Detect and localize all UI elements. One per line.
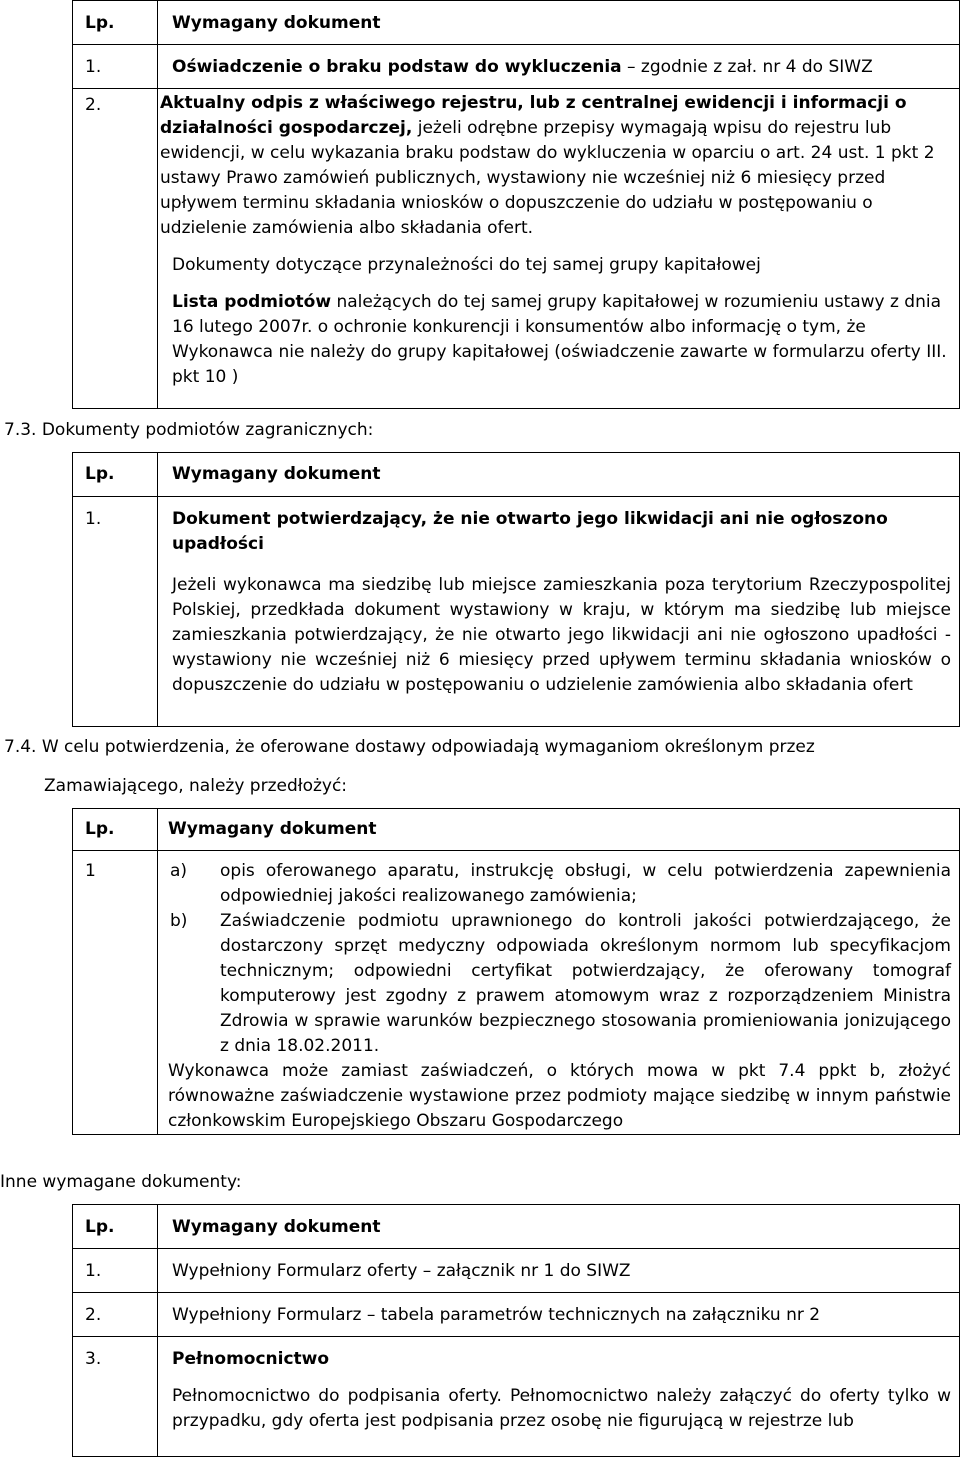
row-doc [158, 851, 960, 1135]
doc-title: Oświadczenie o braku podstaw do wykluczenia [172, 57, 622, 77]
row-doc [158, 497, 960, 727]
row-doc: Wypełniony Formularz oferty – załącznik nr 1 do SIWZ [158, 1249, 960, 1293]
row-doc: Wypełniony Formularz – tabela parametrów technicznych na załączniku nr 2 [158, 1293, 960, 1337]
row-doc [158, 89, 960, 409]
item-a [168, 859, 951, 909]
sub-heading: Dokumenty dotyczące przynależności do tej samej grupy kapitałowej [172, 255, 761, 275]
section-7-4-line1: 7.4. W celu potwierdzenia, że oferowane dostawy odpowiadają wymaganiom określonym przez [4, 737, 815, 757]
row-lp: 2. [73, 89, 158, 409]
doc-body: Pełnomocnictwo do podpisania oferty. Pełnomocnictwo należy załączyć do oferty tylko w przypadku, gdy oferta jest podpisania przez osobę nie figurującą w rejestrze lub [172, 1386, 951, 1431]
item-label: a) [170, 861, 188, 881]
table-header-lp: Lp. [73, 1, 158, 45]
table-header-doc: Wymagany dokument [158, 1, 960, 45]
equivalence-note: Wykonawca może zamiast zaświadczeń, o których mowa w pkt 7.4 ppkt b, złożyć równoważne zaświadczenie wystawione przez podmioty mające siedzibę w innym państwie członkowskim Europejskiego Obszaru Gospodarczego [168, 1061, 951, 1131]
other-documents-heading: Inne wymagane dokumenty: [0, 1172, 242, 1192]
row-doc [158, 1337, 960, 1457]
item-b [168, 909, 951, 1059]
row-lp: 1 [73, 851, 158, 1135]
item-text: opis oferowanego aparatu, instrukcję obsługi, w celu potwierdzenia zapewnienia odpowiedniej jakości realizowanego zamówienia; [220, 861, 951, 906]
doc-title: Dokument potwierdzający, że nie otwarto jego likwidacji ani nie ogłoszono upadłości [172, 509, 888, 554]
row-lp: 1. [73, 497, 158, 727]
list-paragraph: Lista podmiotów należących do tej samej grupy kapitałowej w rozumieniu ustawy z dnia 16 lutego 2007r. o ochronie konkurencji i konsumentów albo informację o tym, że Wykonawca nie należy do grupy kapitałowej (oświadczenie zawarte w formularzu oferty III. pkt 10 ) [172, 292, 947, 387]
table-header-lp: Lp. [73, 1205, 158, 1249]
doc-body: Jeżeli wykonawca ma siedzibę lub miejsce zamieszkania poza terytorium Rzeczypospolitej Polskiej, przedkłada dokument wystawiony w kraju, w którym ma siedzibę lub miejsce zamieszkania potwierdzający, że nie otwarto jego likwidacji ani nie ogłoszono upadłości - wystawiony nie wcześniej niż 6 miesięcy przed upływem terminu składania wniosków o dopuszczenie do udziału w postępowaniu o udzielenie zamówienia albo składania ofert [172, 575, 951, 695]
item-label: b) [170, 911, 188, 931]
table-header-doc: Wymagany dokument [158, 453, 960, 497]
table-header-lp: Lp. [73, 453, 158, 497]
row-lp: 1. [73, 1249, 158, 1293]
required-docs-table-2 [72, 452, 960, 727]
table-header-lp: Lp. [73, 809, 158, 851]
required-docs-table-3 [72, 808, 960, 1135]
item-text: Zaświadczenie podmiotu uprawnionego do kontroli jakości potwierdzającego, że dostarczony sprzęt medyczny odpowiada określonym normom lub specyfikacjom technicznym; odpowiedni certyfikat potwierdzający, że oferowany tomograf komputerowy jest zgodny z prawem atomowym wraz z rozporządzeniem Ministra Zdrowia w sprawie warunków bezpiecznego stosowania promieniowania jonizującego z dnia 18.02.2011. [220, 911, 951, 1056]
row-lp: 1. [73, 45, 158, 89]
doc-paragraph: Aktualny odpis z właściwego rejestru, lub z centralnej ewidencji i informacji o działalności gospodarczej, jeżeli odrębne przepisy wymagają wpisu do rejestru lub ewidencji, w celu wykazania braku podstaw do wykluczenia w oparciu o art. 24 ust. 1 pkt 2 ustawy Prawo zamówień publicznych, wystawiony nie wcześniej niż 6 miesięcy przed upływem terminu składania wniosków o dopuszczenie do udziału w postępowaniu o udzielenie zamówienia albo składania ofert. [160, 93, 935, 238]
row-doc [158, 45, 960, 89]
row-lp: 3. [73, 1337, 158, 1457]
required-docs-table-4 [72, 1204, 960, 1457]
doc-suffix: – zgodnie z zał. nr 4 do SIWZ [627, 57, 873, 77]
table-header-doc: Wymagany dokument [158, 809, 960, 851]
required-docs-table-1 [72, 0, 960, 409]
table-header-doc: Wymagany dokument [158, 1205, 960, 1249]
section-7-3-heading: 7.3. Dokumenty podmiotów zagranicznych: [4, 420, 374, 440]
row-lp: 2. [73, 1293, 158, 1337]
doc-title: Pełnomocnictwo [172, 1349, 330, 1369]
section-7-4-line2: Zamawiającego, należy przedłożyć: [44, 776, 348, 796]
